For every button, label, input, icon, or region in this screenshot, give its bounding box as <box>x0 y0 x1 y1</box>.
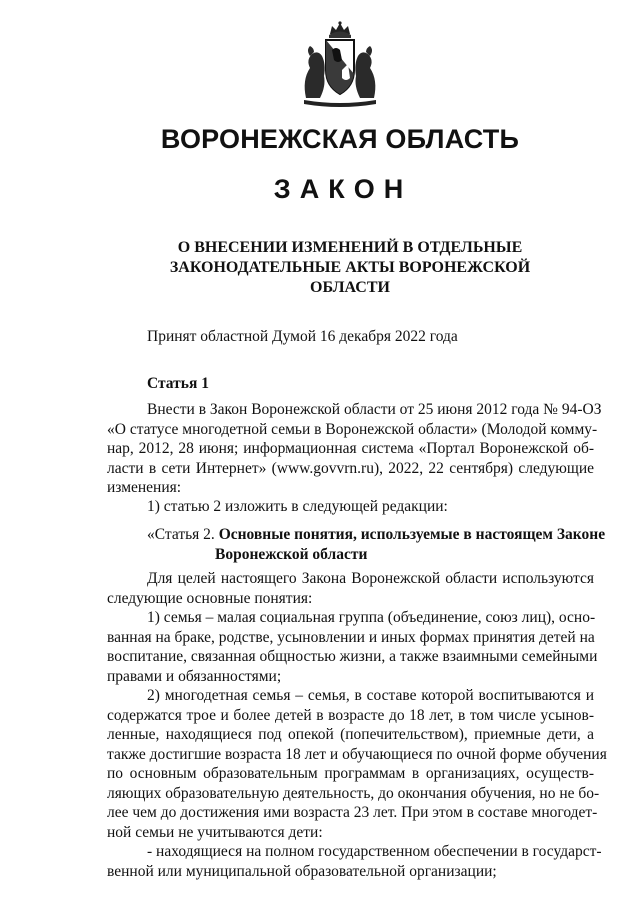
paragraph-line: Для целей настоящего Закона Воронежской области используются <box>147 570 594 587</box>
coat-of-arms-emblem <box>296 20 384 108</box>
paragraph-line: Внести в Закон Воронежской области от 25 июня 2012 года № 94-ОЗ <box>147 401 602 418</box>
paragraph-line: 2) многодетная семья – семья, в составе которой воспитываются и <box>147 687 594 704</box>
paragraph-line: - находящиеся на полном государственном обеспечении в государст- <box>147 843 602 860</box>
paragraph-line: следующие основные понятия: <box>107 589 313 607</box>
law-subject-line: ЗАКОНОДАТЕЛЬНЫЕ АКТЫ ВОРОНЕЖСКОЙ <box>169 259 531 276</box>
paragraph-line: ленные, находящиеся под опекой (попечительством), приемные дети, а <box>107 726 594 743</box>
paragraph-line: изменения: <box>107 479 182 496</box>
new-article-2-heading <box>147 525 634 564</box>
new-article-prefix: «Статья 2. <box>147 526 215 543</box>
paragraph-line: нар, 2012, 28 июня; информационная система «Портал Воронежской об- <box>107 440 594 457</box>
region-title: ВОРОНЕЖСКАЯ ОБЛАСТЬ <box>160 124 520 154</box>
new-article-title: Основные понятия, используемые в настоящем Законе <box>218 526 606 543</box>
paragraph-line: ляющих образовательную деятельность, до окончания обучения, но не бо- <box>107 784 600 802</box>
paragraph-line: «О статусе многодетной семьи в Воронежской области» (Молодой комму- <box>107 420 598 438</box>
paragraph-line: содержатся трое и более детей в возрасте до 18 лет, в том числе усынов- <box>107 706 594 724</box>
document-type-title: ЗАКОН <box>273 174 413 204</box>
law-subject-line: О ВНЕСЕНИИ ИЗМЕНЕНИЙ В ОТДЕЛЬНЫЕ <box>177 239 523 256</box>
law-subject <box>0 238 640 298</box>
article-1-body <box>107 400 602 498</box>
paragraph-line: лее чем до достижения ими возраста 23 лет. При этом в составе многодет- <box>107 804 598 821</box>
paragraph-line: 1) семья – малая социальная группа (объединение, союз лиц), осно- <box>147 609 596 626</box>
paragraph-line: венной или муниципальной образовательной организации; <box>107 862 497 880</box>
law-subject-line: ОБЛАСТИ <box>310 279 390 296</box>
new-article-title-continued: Воронежской области <box>215 545 368 563</box>
paragraph-line: также достигшие возраста 18 лет и обучающиеся по очной форме обучения <box>107 745 607 763</box>
amendment-item-1: 1) статью 2 изложить в следующей редакции: <box>147 498 448 515</box>
adoption-statement: Принят областной Думой 16 декабря 2022 года <box>147 328 458 345</box>
paragraph-line: ласти в сети Интернет» (www.govvrn.ru), 2022, 22 сентября) следующие <box>107 459 594 477</box>
paragraph-line: правами и обязанностями; <box>107 667 282 685</box>
paragraph-line: по основным образовательным программам в организациях, осуществ- <box>107 765 594 782</box>
article-1-heading: Статья 1 <box>147 375 209 392</box>
definitions-body <box>107 569 607 881</box>
paragraph-line: ной семьи не учитываются дети: <box>107 823 323 841</box>
paragraph-line: ванная на браке, родстве, усыновлении и иных формах принятия детей на <box>107 628 595 646</box>
paragraph-line: воспитание, связанная общностью жизни, а также взаимными семейными <box>107 648 598 665</box>
